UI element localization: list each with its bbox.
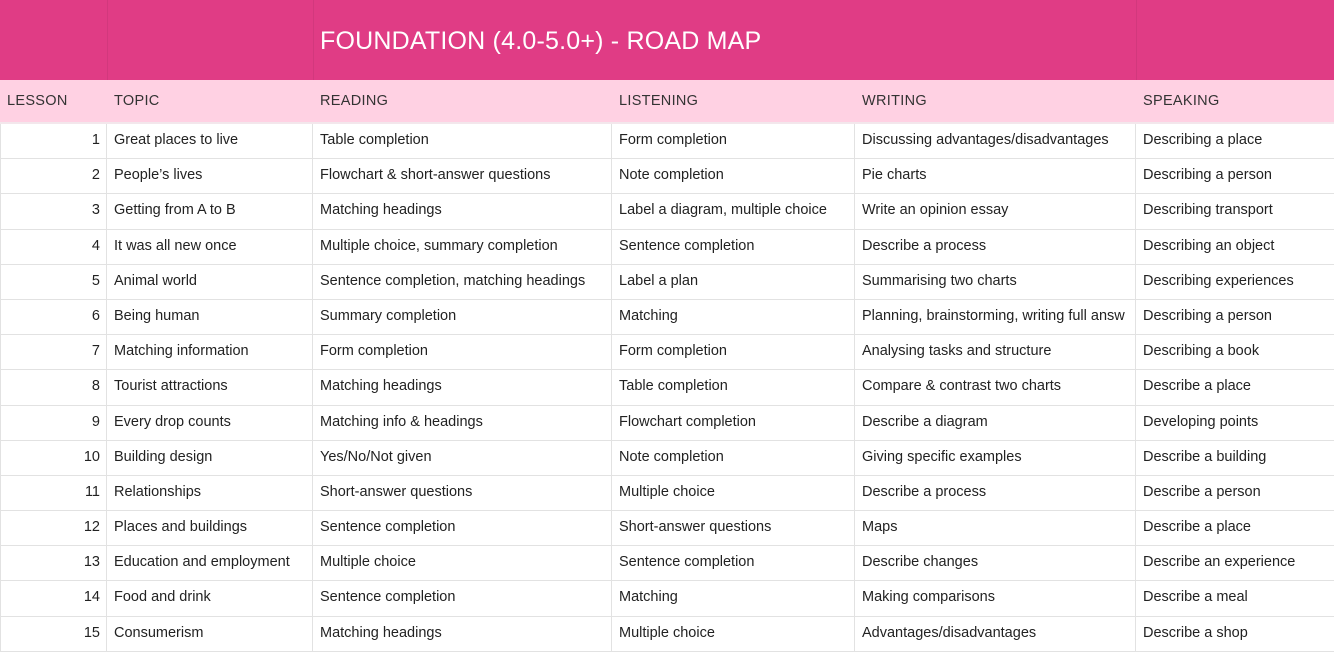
writing-cell[interactable]: Compare & contrast two charts bbox=[855, 370, 1136, 404]
table-row bbox=[0, 265, 1334, 300]
table-row bbox=[0, 546, 1334, 581]
speaking-cell[interactable]: Describing experiences bbox=[1143, 272, 1294, 289]
speaking-cell[interactable]: Describe a meal bbox=[1143, 589, 1248, 606]
listening-cell[interactable]: Note completion bbox=[612, 159, 855, 193]
writing-cell[interactable]: Making comparisons bbox=[855, 581, 1136, 615]
page-title: FOUNDATION (4.0-5.0+) - ROAD MAP bbox=[320, 27, 762, 55]
lesson-number-cell[interactable]: 4 bbox=[0, 230, 107, 264]
title-cell-writing[interactable] bbox=[855, 0, 1137, 80]
header-speaking[interactable]: SPEAKING bbox=[1143, 93, 1220, 109]
table-row bbox=[0, 230, 1334, 265]
table-row bbox=[0, 370, 1334, 405]
lesson-number-cell[interactable]: 13 bbox=[0, 546, 107, 580]
table-row bbox=[0, 159, 1334, 194]
listening-cell[interactable]: Sentence completion bbox=[612, 230, 855, 264]
topic-cell[interactable]: Being human bbox=[107, 300, 313, 334]
listening-cell[interactable]: Form completion bbox=[612, 335, 855, 369]
table-row bbox=[0, 476, 1334, 511]
speaking-cell[interactable]: Developing points bbox=[1143, 413, 1259, 430]
topic-cell[interactable]: Education and employment bbox=[107, 546, 313, 580]
lesson-number-cell[interactable]: 3 bbox=[0, 194, 107, 228]
table-row bbox=[0, 335, 1334, 370]
table-row bbox=[0, 406, 1334, 441]
lesson-number-cell[interactable]: 5 bbox=[0, 265, 107, 299]
topic-cell[interactable]: Consumerism bbox=[107, 617, 313, 651]
topic-cell[interactable]: Places and buildings bbox=[107, 511, 313, 545]
listening-cell[interactable]: Matching bbox=[612, 300, 855, 334]
reading-cell[interactable]: Summary completion bbox=[313, 300, 612, 334]
speaking-cell[interactable]: Describing a place bbox=[1143, 132, 1263, 148]
table-row bbox=[0, 194, 1334, 229]
speaking-cell[interactable]: Describe an experience bbox=[1143, 554, 1296, 571]
writing-cell[interactable]: Discussing advantages/disadvantages bbox=[855, 124, 1136, 158]
reading-cell[interactable]: Matching headings bbox=[313, 617, 612, 651]
header-writing[interactable]: WRITING bbox=[862, 93, 927, 109]
writing-cell[interactable]: Describe a diagram bbox=[855, 406, 1136, 440]
reading-cell[interactable]: Matching headings bbox=[313, 194, 612, 228]
writing-cell[interactable]: Summarising two charts bbox=[855, 265, 1136, 299]
reading-cell[interactable]: Short-answer questions bbox=[313, 476, 612, 510]
header-lesson[interactable]: LESSON bbox=[7, 93, 68, 109]
speaking-cell[interactable]: Describe a place bbox=[1143, 378, 1251, 395]
writing-cell[interactable]: Write an opinion essay bbox=[855, 194, 1136, 228]
listening-cell[interactable]: Label a plan bbox=[612, 265, 855, 299]
topic-cell[interactable]: Getting from A to B bbox=[107, 194, 313, 228]
reading-cell[interactable]: Form completion bbox=[313, 335, 612, 369]
table-row bbox=[0, 511, 1334, 546]
reading-cell[interactable]: Yes/No/Not given bbox=[313, 441, 612, 475]
reading-cell[interactable]: Sentence completion bbox=[313, 581, 612, 615]
speaking-cell[interactable]: Describing an object bbox=[1143, 237, 1275, 254]
reading-cell[interactable]: Matching info & headings bbox=[313, 406, 612, 440]
lesson-number-cell[interactable]: 8 bbox=[0, 370, 107, 404]
table-row bbox=[0, 441, 1334, 476]
writing-cell[interactable]: Describe a process bbox=[855, 476, 1136, 510]
topic-cell[interactable]: Food and drink bbox=[107, 581, 313, 615]
speaking-cell[interactable]: Describing transport bbox=[1143, 202, 1273, 219]
reading-cell[interactable]: Multiple choice, summary completion bbox=[313, 230, 612, 264]
writing-cell[interactable]: Analysing tasks and structure bbox=[855, 335, 1136, 369]
writing-cell[interactable]: Pie charts bbox=[855, 159, 1136, 193]
reading-cell[interactable]: Matching headings bbox=[313, 370, 612, 404]
reading-cell[interactable]: Flowchart & short-answer questions bbox=[313, 159, 612, 193]
speaking-cell[interactable]: Describe a place bbox=[1143, 519, 1251, 536]
title-cell-lesson[interactable] bbox=[0, 0, 108, 80]
topic-cell[interactable]: Animal world bbox=[107, 265, 313, 299]
writing-cell[interactable]: Describe a process bbox=[855, 230, 1136, 264]
title-band bbox=[0, 0, 1334, 80]
table-row bbox=[0, 300, 1334, 335]
topic-cell[interactable]: People’s lives bbox=[107, 159, 313, 193]
listening-cell[interactable]: Label a diagram, multiple choice bbox=[612, 194, 855, 228]
header-reading[interactable]: READING bbox=[320, 93, 389, 109]
listening-cell[interactable]: Multiple choice bbox=[612, 476, 855, 510]
topic-cell[interactable]: Matching information bbox=[107, 335, 313, 369]
table-body bbox=[0, 124, 1334, 652]
listening-cell[interactable]: Flowchart completion bbox=[612, 406, 855, 440]
lesson-number-cell[interactable]: 6 bbox=[0, 300, 107, 334]
speaking-cell[interactable]: Describing a person bbox=[1143, 307, 1272, 324]
lesson-number-cell[interactable]: 14 bbox=[0, 581, 107, 615]
listening-cell[interactable]: Matching bbox=[612, 581, 855, 615]
listening-cell[interactable]: Multiple choice bbox=[612, 617, 855, 651]
topic-cell[interactable]: Relationships bbox=[107, 476, 313, 510]
writing-cell[interactable]: Advantages/disadvantages bbox=[855, 617, 1136, 651]
reading-cell[interactable]: Multiple choice bbox=[313, 546, 612, 580]
reading-cell[interactable]: Sentence completion bbox=[313, 511, 612, 545]
header-topic[interactable]: TOPIC bbox=[114, 93, 160, 109]
speaking-cell[interactable]: Describing a book bbox=[1143, 343, 1260, 360]
listening-cell[interactable]: Table completion bbox=[612, 370, 855, 404]
lesson-number-cell[interactable]: 2 bbox=[0, 159, 107, 193]
lesson-number-cell[interactable]: 15 bbox=[0, 617, 107, 651]
header-listening[interactable]: LISTENING bbox=[619, 93, 699, 109]
writing-cell[interactable]: Maps bbox=[855, 511, 1136, 545]
topic-cell[interactable]: Every drop counts bbox=[107, 406, 313, 440]
lesson-number-cell[interactable]: 1 bbox=[0, 124, 107, 158]
listening-cell[interactable]: Form completion bbox=[612, 124, 855, 158]
table-row bbox=[0, 124, 1334, 159]
writing-cell[interactable]: Describe changes bbox=[855, 546, 1136, 580]
listening-cell[interactable]: Short-answer questions bbox=[612, 511, 855, 545]
writing-cell[interactable]: Giving specific examples bbox=[855, 441, 1136, 475]
table-row bbox=[0, 581, 1334, 616]
speaking-cell[interactable]: Describing a person bbox=[1143, 167, 1272, 184]
listening-cell[interactable]: Sentence completion bbox=[612, 546, 855, 580]
reading-cell[interactable]: Sentence completion, matching headings bbox=[313, 265, 612, 299]
listening-cell[interactable]: Note completion bbox=[612, 441, 855, 475]
speaking-cell[interactable]: Describe a building bbox=[1143, 448, 1267, 465]
table-row bbox=[0, 617, 1334, 652]
topic-cell[interactable]: It was all new once bbox=[107, 230, 313, 264]
lesson-number-cell[interactable]: 10 bbox=[0, 441, 107, 475]
speaking-cell[interactable]: Describe a shop bbox=[1143, 624, 1248, 641]
title-cell-topic[interactable] bbox=[107, 0, 314, 80]
lesson-number-cell[interactable]: 9 bbox=[0, 406, 107, 440]
lesson-number-cell[interactable]: 12 bbox=[0, 511, 107, 545]
reading-cell[interactable]: Table completion bbox=[313, 124, 612, 158]
lesson-number-cell[interactable]: 7 bbox=[0, 335, 107, 369]
topic-cell[interactable]: Great places to live bbox=[107, 124, 313, 158]
writing-cell[interactable]: Planning, brainstorming, writing full answ bbox=[855, 300, 1136, 334]
lesson-number-cell[interactable]: 11 bbox=[0, 476, 107, 510]
topic-cell[interactable]: Tourist attractions bbox=[107, 370, 313, 404]
column-header-row bbox=[0, 80, 1334, 124]
speaking-cell[interactable]: Describe a person bbox=[1143, 483, 1261, 500]
topic-cell[interactable]: Building design bbox=[107, 441, 313, 475]
